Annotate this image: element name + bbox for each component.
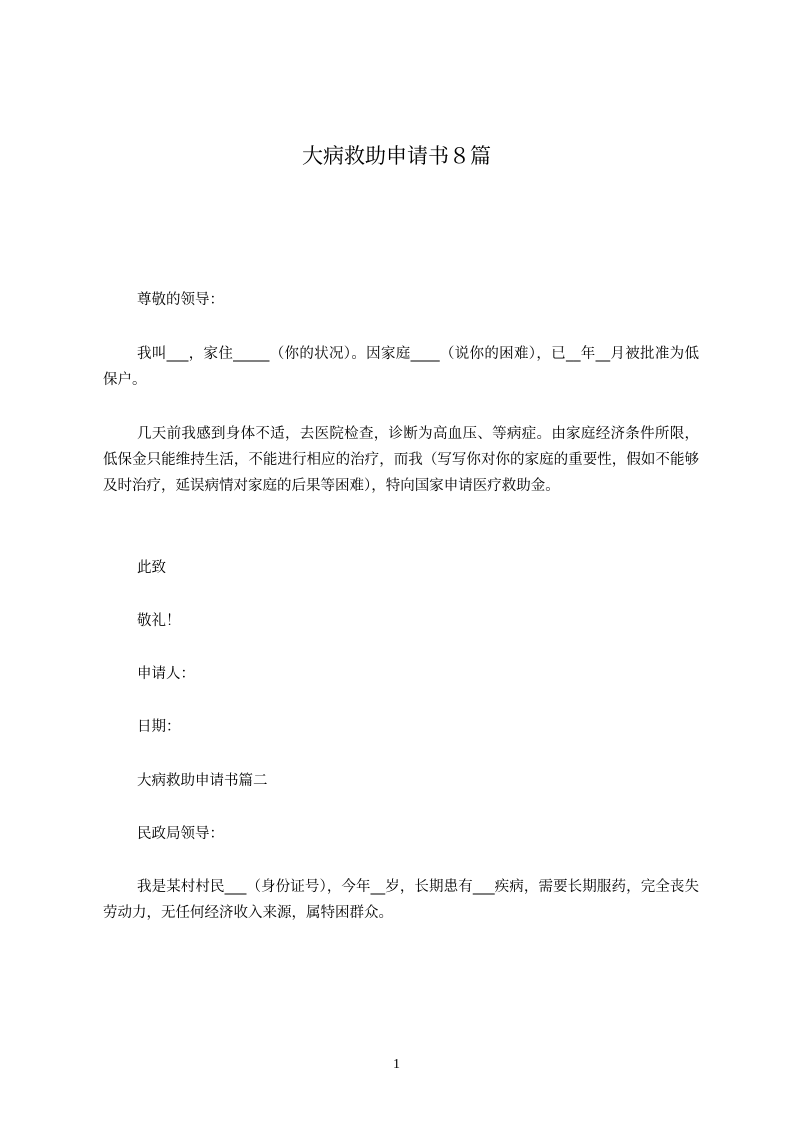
applicant-label: 申请人： [137, 666, 195, 682]
section-heading-2: 大病救助申请书篇二 [137, 773, 268, 789]
document-title: 大病救助申请书８篇 [302, 144, 491, 168]
closing-jingli: 敬礼！ [137, 613, 181, 629]
paragraph-intro-2: 我是某村村民___（身份证号），今年__岁，长期患有___疾病，需要长期服药，完全丧失劳动力，无任何经济收入来源，属特困群众。 [103, 879, 699, 921]
date-label: 日期： [137, 719, 181, 735]
page-number: 1 [393, 1057, 400, 1072]
paragraph-intro: 我叫___，家住_____（你的状况）。因家庭____（说你的困难），已__年__月被批准为低保户。 [103, 346, 699, 388]
salutation: 尊敬的领导： [137, 292, 224, 308]
salutation-2: 民政局领导： [137, 826, 224, 842]
closing-cizhi: 此致 [137, 560, 166, 576]
paragraph-condition: 几天前我感到身体不适，去医院检查，诊断为高血压、等病症。由家庭经济条件所限，低保金只能维持生活，不能进行相应的治疗，而我（写写你对你的家庭的重要性，假如不能够及时治疗，延误病情对家庭的后果等困难），特向国家申请医疗救助金。 [103, 426, 699, 494]
